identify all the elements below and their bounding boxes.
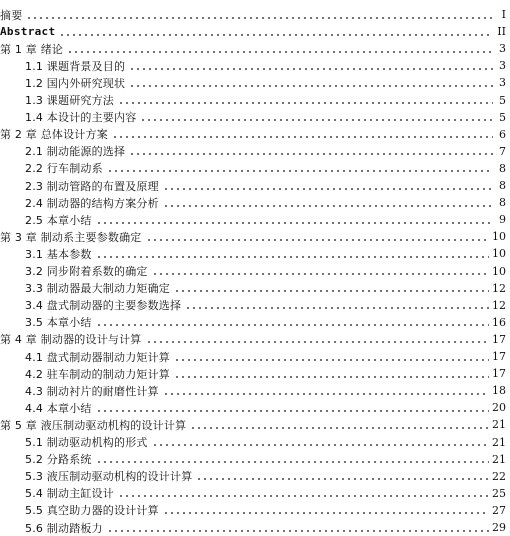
toc-entry-title: 3.2 同步附着系数的确定 (25, 265, 148, 278)
toc-page-number: 12 (492, 298, 506, 312)
toc-entry-title: 第 4 章 制动器的设计与计算 (0, 333, 142, 347)
toc-section-entry[interactable] (25, 297, 506, 314)
dot-leader (174, 376, 489, 378)
toc-entry-title: 第 2 章 总体设计方案 (0, 128, 108, 142)
toc-page-number: 3 (499, 59, 506, 73)
dot-leader (96, 324, 489, 326)
toc-page-number: 21 (492, 452, 506, 466)
toc-page-number: 16 (492, 315, 506, 329)
toc-entry-title: 2.1 制动能源的选择 (25, 145, 126, 159)
toc-entry-title: 5.6 制动踏板力 (25, 521, 103, 535)
toc-section-entry[interactable] (25, 211, 506, 228)
toc-entry-title: 1.3 课题研究方法 (25, 94, 114, 107)
toc-section-entry[interactable] (25, 451, 506, 468)
dot-leader (146, 239, 490, 241)
toc-section-entry[interactable] (25, 519, 506, 536)
dot-leader (129, 85, 493, 87)
dot-leader (107, 530, 489, 532)
toc-page-number: 6 (499, 127, 506, 141)
toc-entry-title: 2.4 制动器的结构方案分析 (25, 196, 159, 210)
toc-page-number: 8 (499, 196, 506, 210)
dot-leader (67, 51, 493, 53)
toc-page-number: 7 (499, 144, 506, 158)
toc-page-number: 17 (492, 367, 506, 381)
toc-entry-title: 5.2 分路系统 (25, 453, 92, 467)
dot-leader (174, 359, 489, 361)
dot-leader (185, 307, 489, 309)
dot-leader (96, 256, 489, 258)
toc-section-entry[interactable] (25, 92, 506, 109)
toc-page-number: 5 (499, 110, 506, 124)
toc-page-number: 8 (499, 161, 506, 175)
toc-page-number: II (497, 25, 506, 39)
dot-leader (26, 17, 493, 19)
toc-entry-title: 5.1 制动驱动机构的形式 (25, 436, 148, 449)
dot-leader (129, 153, 493, 155)
toc-section-entry[interactable] (25, 57, 506, 74)
dot-leader (146, 341, 490, 343)
dot-leader (163, 205, 493, 207)
toc-chapter-entry[interactable] (0, 6, 506, 23)
toc-page-number: 21 (492, 418, 506, 432)
toc-page-number: 10 (492, 230, 506, 244)
toc-entry-title: 5.4 制动主缸设计 (25, 487, 114, 501)
toc-section-entry[interactable] (25, 160, 506, 177)
toc-page-number: 9 (499, 213, 506, 227)
toc-page-number: 12 (492, 281, 506, 295)
dot-leader (196, 478, 489, 480)
toc-chapter-entry[interactable] (0, 126, 506, 143)
toc-section-entry[interactable] (25, 365, 506, 382)
dot-leader (163, 393, 489, 395)
toc-entry-title: 第 3 章 制动系主要参数确定 (0, 230, 142, 244)
toc-section-entry[interactable] (25, 194, 506, 211)
toc-entry-title: 4.3 制动衬片的耐磨性计算 (25, 384, 159, 398)
toc-page-number: 25 (492, 486, 506, 500)
toc-entry-title: 第 5 章 液压制动驱动机构的设计计算 (0, 418, 187, 432)
toc-page-number: 21 (492, 435, 506, 449)
toc-page-number: 10 (492, 264, 506, 278)
toc-entry-title: 5.5 真空助力器的设计计算 (25, 504, 159, 518)
toc-entry-title: Abstract (0, 25, 56, 39)
toc-entry-title: 1.4 本设计的主要内容 (25, 111, 137, 125)
toc-section-entry[interactable] (25, 502, 506, 519)
dot-leader (96, 461, 489, 463)
toc-entry-title: 1.1 课题背景及目的 (25, 59, 126, 73)
toc-entry-title: 第 1 章 绪论 (0, 42, 64, 56)
toc-page-number: 8 (499, 179, 506, 192)
dot-leader (140, 119, 493, 121)
dot-leader (96, 410, 489, 412)
toc-entry-title: 4.1 盘式制动器制动力矩计算 (25, 350, 170, 364)
toc-page-number: 10 (492, 247, 506, 261)
toc-page-number: 17 (492, 332, 506, 346)
toc-section-entry[interactable] (25, 177, 506, 194)
toc-section-entry[interactable] (25, 74, 506, 91)
toc-entry-title: 3.5 本章小结 (25, 316, 92, 330)
dot-leader (118, 102, 493, 104)
toc-page-number: 3 (499, 76, 506, 90)
toc-section-entry[interactable] (25, 143, 506, 160)
toc-entry-title: 3.1 基本参数 (25, 247, 92, 261)
toc-page-number: 17 (492, 350, 506, 363)
toc-section-entry[interactable] (25, 314, 506, 331)
dot-leader (112, 136, 493, 138)
toc-chapter-entry[interactable] (0, 331, 506, 348)
toc-entry-title: 4.2 驻车制动的制动力矩计算 (25, 367, 170, 381)
toc-page-number: 27 (492, 503, 506, 517)
dot-leader (118, 495, 489, 497)
toc-entry-title: 摘要 (0, 8, 23, 22)
toc-entry-title: 2.2 行车制动系 (25, 162, 103, 176)
dot-leader (152, 273, 489, 275)
dot-leader (163, 188, 493, 190)
toc-chapter-entry[interactable] (0, 40, 506, 57)
toc-chapter-entry[interactable] (0, 416, 506, 433)
dot-leader (152, 444, 489, 446)
toc-page-number: 5 (499, 93, 506, 107)
toc-page-number: 20 (492, 401, 506, 415)
dot-leader (59, 34, 493, 36)
toc-entry-title: 2.3 制动管路的布置及原理 (25, 179, 159, 193)
toc-entry-title: 2.5 本章小结 (25, 213, 92, 227)
toc-page-number: 18 (492, 384, 506, 398)
toc-page-number: 29 (492, 521, 506, 534)
toc-section-entry[interactable] (25, 485, 506, 502)
toc-page-number: 22 (492, 469, 506, 483)
toc-page-number: I (501, 8, 506, 21)
toc-section-entry[interactable] (25, 245, 506, 262)
toc-section-entry[interactable] (25, 382, 506, 399)
toc-section-entry[interactable] (25, 348, 506, 365)
toc-section-entry[interactable] (25, 280, 506, 297)
dot-leader (190, 427, 489, 429)
toc-section-entry[interactable] (25, 109, 506, 126)
toc-page-number: 3 (499, 42, 506, 56)
toc-entry-title: 4.4 本章小结 (25, 401, 92, 415)
toc-section-entry[interactable] (25, 399, 506, 416)
toc-section-entry[interactable] (25, 468, 506, 485)
dot-leader (107, 170, 493, 172)
toc-chapter-entry[interactable] (0, 228, 506, 245)
toc-entry-title: 3.4 盘式制动器的主要参数选择 (25, 299, 182, 313)
toc-entry-title: 5.3 液压制动驱动机构的设计计算 (25, 470, 193, 484)
dot-leader (163, 512, 489, 514)
toc-entry-title: 1.2 国内外研究现状 (25, 76, 126, 90)
dot-leader (96, 222, 493, 224)
dot-leader (174, 290, 489, 292)
toc-section-entry[interactable] (25, 434, 506, 451)
toc-section-entry[interactable] (25, 263, 506, 280)
toc-chapter-entry[interactable] (0, 23, 506, 40)
toc-entry-title: 3.3 制动器最大制动力矩确定 (25, 282, 170, 296)
dot-leader (129, 68, 493, 70)
